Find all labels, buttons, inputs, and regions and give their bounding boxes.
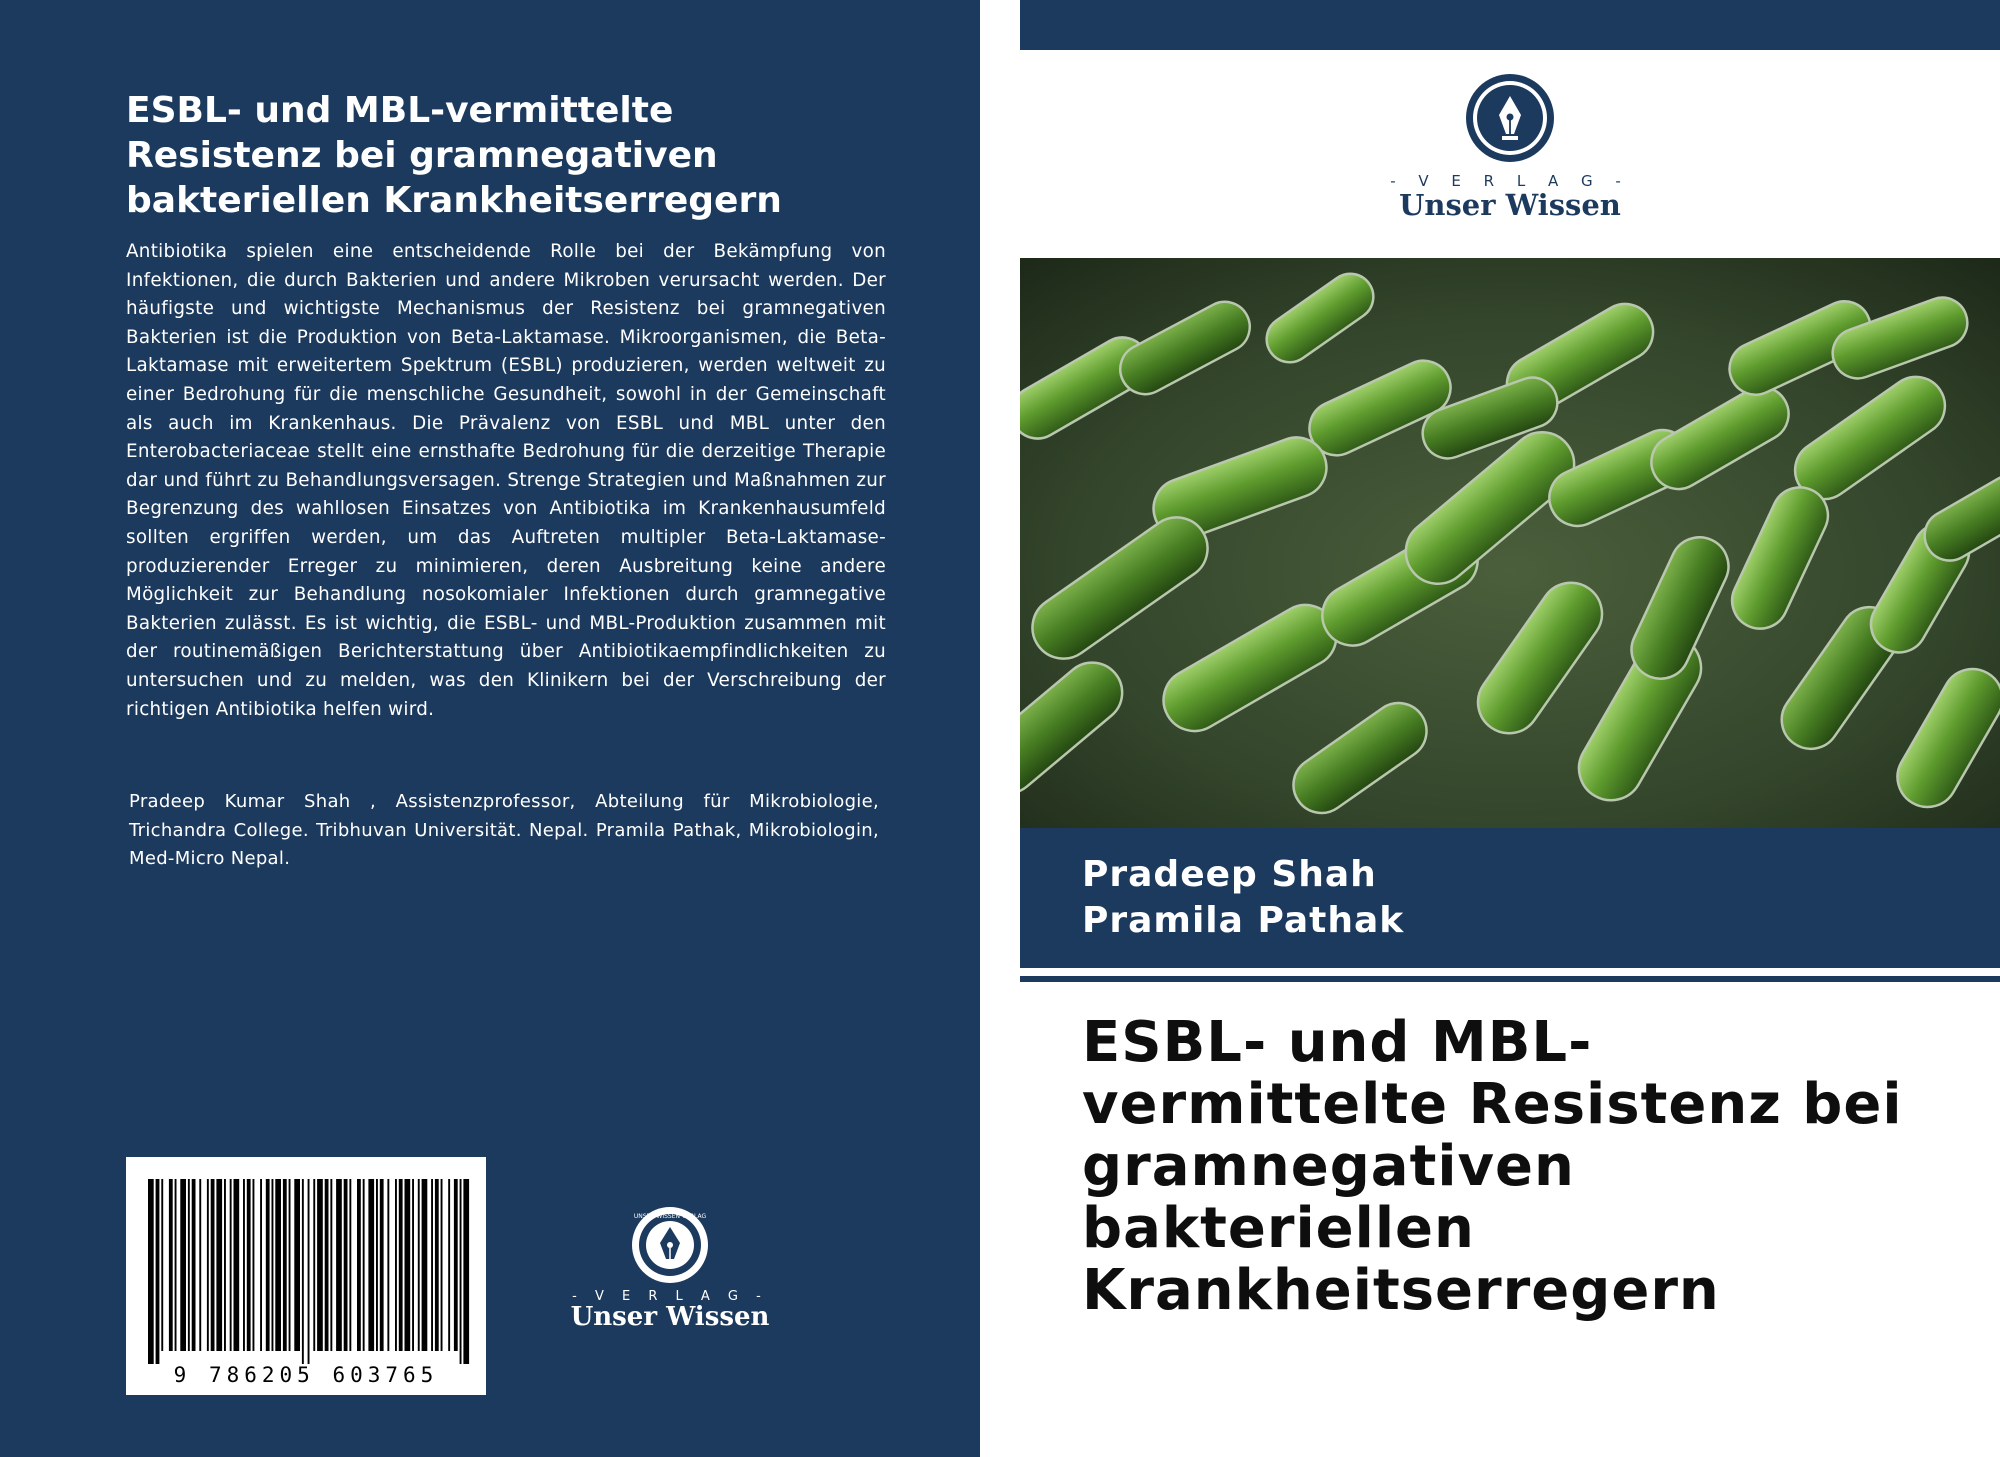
- barcode-bar: [431, 1179, 433, 1351]
- barcode-bar: [435, 1179, 439, 1351]
- barcode-bar: [325, 1179, 329, 1351]
- back-cover: [0, 0, 980, 1457]
- logo-publisher-name: Unser Wissen: [570, 1302, 770, 1332]
- barcode-bar: [266, 1179, 270, 1351]
- back-title-line-1: ESBL- und MBL-vermittelte: [126, 90, 674, 131]
- front-title-line-4: bakteriellen: [1082, 1196, 1475, 1261]
- barcode-bar: [330, 1179, 332, 1351]
- barcode-bar: [275, 1179, 281, 1351]
- barcode-bar: [243, 1179, 245, 1351]
- barcode-bar: [317, 1179, 323, 1351]
- barcode-bar: [294, 1179, 300, 1351]
- title-divider-rule: [1020, 976, 2000, 982]
- barcode-bar: [234, 1179, 240, 1351]
- barcode-bar: [395, 1179, 397, 1351]
- barcode-bar: [260, 1179, 262, 1351]
- barcode-bar: [148, 1179, 154, 1364]
- author-name-2: Pramila Pathak: [1082, 900, 1405, 941]
- author-name-1: Pradeep Shah: [1082, 854, 1377, 895]
- barcode-bar: [336, 1179, 342, 1351]
- barcode-graphic: [126, 1157, 486, 1395]
- barcode-bar: [441, 1179, 443, 1351]
- front-publisher-logo: [1360, 72, 1660, 222]
- barcode-bar: [180, 1179, 186, 1351]
- barcode-bar: [454, 1179, 458, 1351]
- barcode-bar: [169, 1179, 173, 1351]
- barcode-bar: [302, 1179, 304, 1364]
- fountain-pen-nib-icon: [630, 1205, 710, 1285]
- back-cover-title: [126, 88, 906, 223]
- barcode-bar: [253, 1179, 255, 1351]
- barcode-bar: [313, 1179, 315, 1351]
- barcode-bar: [422, 1179, 428, 1351]
- spine-gap: [980, 0, 1020, 1457]
- back-publisher-logo: [560, 1205, 780, 1335]
- front-title-line-2: vermittelte Resistenz bei: [1082, 1072, 1903, 1137]
- author-band: [1020, 828, 2000, 968]
- barcode-bar: [363, 1179, 365, 1351]
- barcode-bar: [463, 1179, 469, 1364]
- barcode-bar: [175, 1179, 177, 1351]
- isbn-digits: 9 786205 603765: [173, 1363, 439, 1387]
- barcode-bar: [247, 1179, 251, 1351]
- front-title-line-5: Krankheitserregern: [1082, 1258, 1720, 1323]
- barcode-bar: [283, 1179, 287, 1351]
- logo-verlag-label: - V E R L A G -: [1390, 172, 1630, 190]
- barcode-bar: [230, 1179, 232, 1351]
- back-title-line-3: bakteriellen Krankheitserregern: [126, 180, 782, 221]
- logo-ring-text: UNSER WISSEN VERLAG: [633, 1213, 707, 1220]
- barcode-bar: [460, 1179, 462, 1364]
- barcode-bar: [272, 1179, 274, 1351]
- barcode-bar: [224, 1179, 226, 1351]
- barcode-bar: [387, 1179, 389, 1351]
- barcode-bar: [405, 1179, 411, 1351]
- barcode-bar: [188, 1179, 190, 1351]
- barcode-bar: [349, 1179, 351, 1351]
- barcode-bar: [199, 1179, 201, 1351]
- barcode-bar: [161, 1179, 163, 1351]
- isbn-barcode: [126, 1157, 486, 1395]
- barcode-bar: [399, 1179, 403, 1351]
- barcode-bar: [376, 1179, 378, 1351]
- barcode-bar: [380, 1179, 384, 1351]
- author-biography: Pradeep Kumar Shah , Assistenzprofessor, Abteilung für Mikrobiologie, Trichandra College. Tribhuvan Universität. Nepal. Pramila Pathak, Mikrobiologin, Med-Micro Nepal.: [129, 791, 879, 869]
- bacteria-cover-image: [1020, 258, 2000, 828]
- logo-verlag-label: - V E R L A G -: [572, 1289, 768, 1304]
- front-cover: [1020, 0, 2000, 1457]
- barcode-bar: [308, 1179, 310, 1364]
- barcode-bar: [418, 1179, 420, 1351]
- logo-publisher-name: Unser Wissen: [1399, 188, 1621, 222]
- barcode-bar: [448, 1179, 450, 1351]
- barcode-bar: [211, 1179, 215, 1351]
- front-title-line-3: gramnegativen: [1082, 1134, 1575, 1199]
- front-title-line-1: ESBL- und MBL-: [1082, 1010, 1593, 1075]
- front-top-bar: [1020, 0, 2000, 50]
- front-cover-title: [1082, 1012, 1982, 1322]
- barcode-bar: [289, 1179, 291, 1351]
- barcode-bar: [344, 1179, 348, 1351]
- barcode-bar: [156, 1179, 160, 1364]
- barcode-bar: [357, 1179, 361, 1351]
- barcode-bar: [207, 1179, 209, 1351]
- back-cover-blurb: Antibiotika spielen eine entscheidende Rolle bei der Bekämpfung von Infektionen, die durch Bakterien und andere Mikroben verursacht werden. Der häufigste und wichtigste Mechanismus der Resistenz bei gramnegativen Bakterien ist die Produktion von Beta-Laktamase. Mikroorganismen, die Beta-Laktamase mit erweitertem Spektrum (ESBL) produzieren, werden weltweit zu einer Bedrohung für die menschliche Gesundheit, sowohl in der Gemeinschaft als auch im Krankenhaus. Die Prävalenz von ESBL und MBL unter den Enterobacteriaceae stellt eine ernsthafte Bedrohung für die derzeitige Therapie dar und führt zu Behandlungsversagen. Strenge Strategien und Maßnahmen zur Begrenzung des wahllosen Einsatzes von Antibiotika im Krankenhausumfeld sollten ergriffen werden, um das Auftreten multipler Beta-Laktamase-produzierender Erreger zu minimieren, deren Ausbreitung keine andere Möglichkeit zur Behandlung nosokomialer Infektionen durch gramnegative Bakterien zulässt. Es ist wichtig, die ESBL- und MBL-Produktion zusammen mit der routinemäßigen Berichterstattung über Antibiotikaempfindlichkeiten zu untersuchen und zu melden, was den Klinikern bei der Verschreibung der richtigen Antibiotika helfen wird.: [126, 241, 886, 720]
- back-title-line-2: Resistenz bei gramnegativen: [126, 135, 718, 176]
- barcode-bar: [192, 1179, 196, 1351]
- barcode-bar: [368, 1179, 374, 1351]
- barcode-bar: [216, 1179, 222, 1351]
- barcode-bar: [412, 1179, 414, 1351]
- fountain-pen-nib-icon: [1464, 72, 1556, 164]
